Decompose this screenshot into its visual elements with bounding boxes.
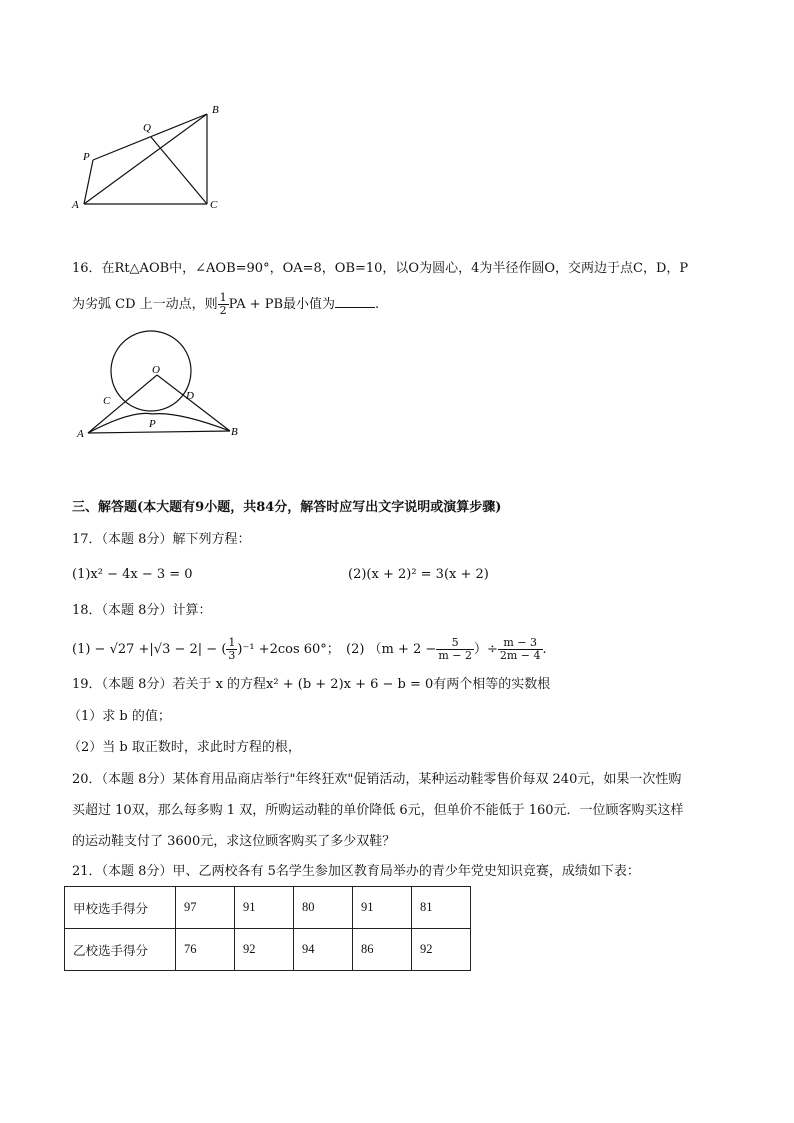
score-cell: 86: [353, 929, 412, 971]
q18-part2-fraction-2: [498, 637, 543, 662]
segment-ao: [88, 375, 157, 433]
q18-part2-c: .: [542, 642, 547, 657]
table-row: [65, 887, 471, 929]
q18-part1-frac-num: 1: [228, 636, 236, 649]
label-b: B: [212, 104, 219, 116]
q18-title: 18．（本题 8分）计算：: [72, 603, 212, 618]
figure-1-diagram: [60, 100, 240, 220]
q18-part2-frac2-num: m − 3: [498, 637, 543, 650]
q16-line1: 16．在Rt△AOB中，∠AOB=90°，OA=8，OB=10，以O为圆心，4为半径作圆O，交两边于点C，D，P: [72, 261, 689, 276]
score-cell: 92: [235, 929, 294, 971]
score-cell: 94: [294, 929, 353, 971]
q16-line2-a: 为劣弧 CD 上一动点，则: [72, 297, 218, 312]
q18-part1-b: )⁻¹ +2cos 60°；: [237, 642, 340, 657]
label-o: O: [152, 364, 160, 376]
segment-ab: [88, 431, 230, 433]
table-row: [65, 929, 471, 971]
q18-part2-frac2-den: 2m − 4: [499, 649, 541, 662]
row-label: 甲校选手得分: [65, 887, 176, 929]
q18-part1-a: (1) − √27 +|√3 − 2| − (: [72, 642, 227, 657]
label-a: A: [72, 199, 79, 211]
q20-line2: 买超过 10双，那么每多购 1 双，所购运动鞋的单价降低 6元，但单价不能低于 160元．一位顾客购买这样: [72, 803, 684, 818]
q19-part2: （2）当 b 取正数时，求此时方程的根，: [68, 740, 301, 755]
label-p: P: [149, 418, 156, 430]
q19-part1: （1）求 b 的值；: [68, 709, 171, 724]
q18-part1-fraction: [226, 637, 237, 662]
figure-2-diagram: [72, 325, 252, 450]
q17-part1: (1)x² − 4x − 3 = 0: [72, 567, 193, 582]
q16-frac-den: 2: [219, 304, 227, 317]
segment-ob: [157, 375, 230, 431]
segment-ap: [84, 160, 93, 204]
q20-line3: 的运动鞋支付了 3600元，求这位顾客购买了多少双鞋？: [72, 834, 396, 849]
circle-o: [111, 331, 191, 411]
q19-title: 19．（本题 8分）若关于 x 的方程x² + (b + 2)x + 6 − b = 0有两个相等的实数根: [72, 677, 551, 692]
score-cell: 92: [412, 929, 471, 971]
label-p: P: [83, 151, 90, 163]
label-a: A: [77, 428, 84, 440]
score-cell: 80: [294, 887, 353, 929]
label-q: Q: [143, 122, 151, 134]
q16-fraction: [218, 292, 229, 317]
label-c: C: [103, 395, 111, 407]
q18-part2-a: (2) （m + 2 −: [346, 642, 437, 657]
label-d: D: [186, 390, 194, 402]
q16-line2-end: .: [375, 297, 380, 312]
q18-part1: [72, 637, 340, 662]
q18-part2-b: ）÷: [473, 642, 498, 657]
label-b: B: [231, 426, 238, 438]
scores-table: [64, 886, 471, 971]
answer-blank: [335, 307, 375, 308]
segment-pb: [93, 114, 207, 160]
q16-line2-b: PA + PB最小值为: [228, 297, 336, 312]
q21-title: 21．（本题 8分）甲、乙两校各有 5名学生参加区教育局举办的青少年党史知识竞赛，成绩如下表：: [72, 864, 640, 879]
q17-title: 17．（本题 8分）解下列方程：: [72, 532, 251, 547]
label-c: C: [210, 199, 218, 211]
q18-part2-frac1-num: 5: [436, 637, 474, 650]
section-3-title: 三、解答题(本大题有9小题，共84分，解答时应写出文字说明或演算步骤): [72, 500, 502, 515]
path-apb: [88, 413, 230, 433]
score-cell: 76: [176, 929, 235, 971]
q18-part2-fraction-1: [436, 637, 474, 662]
q16-frac-num: 1: [219, 291, 227, 304]
q18-part2: [346, 637, 547, 662]
q16-line2: [72, 292, 379, 317]
score-cell: 81: [412, 887, 471, 929]
score-cell: 91: [353, 887, 412, 929]
score-cell: 97: [176, 887, 235, 929]
score-cell: 91: [235, 887, 294, 929]
q18-part1-frac-den: 3: [228, 649, 236, 662]
q17-part2: (2)(x + 2)² = 3(x + 2): [348, 567, 489, 582]
q20-line1: 20．（本题 8分）某体育用品商店举行"年终狂欢"促销活动，某种运动鞋零售价每双 240元，如果一次性购: [72, 772, 682, 787]
segment-qc: [151, 137, 207, 204]
row-label: 乙校选手得分: [65, 929, 176, 971]
q18-part2-frac1-den: m − 2: [438, 649, 472, 662]
